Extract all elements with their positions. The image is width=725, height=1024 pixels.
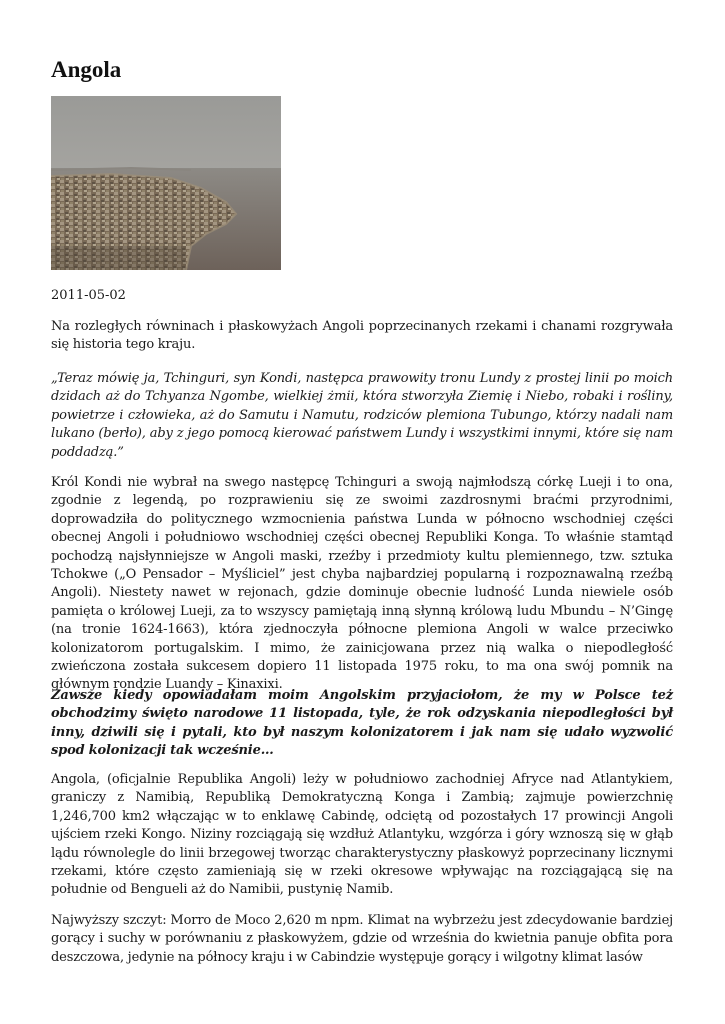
article-photo <box>51 96 281 270</box>
paragraph-geography: Angola, (oficjalnie Republika Angoli) leży w południowo zachodniej Afryce nad Atlantykiem, graniczy z Namibią, Republiką Demokratyczną Konga i Zambią; zajmuje powierzchnię 1,246,700 km2 włączając w to enklawę Cabindę, odciętą od pozostałych 17 prowincji Angoli ujściem rzeki Kongo. Niziny rozciągają się wzdłuż Atlantyku, wzgórza i góry wznoszą się w głąb lądu równolegle do linii brzegowej tworząc charakterystyczny płaskowyż poprzecinany licznymi rzekami, które często zamieniają się w rzeki okresowe wpływając na rozciągającą się na południe od Bengueli aż do Namibii, pustynię Namib. <box>51 772 673 898</box>
paragraph-intro: Na rozległych równinach i płaskowyżach Angoli poprzecinanych rzekami i chanami rozgrywała się historia tego kraju. <box>51 319 673 353</box>
paragraph-history: Król Kondi nie wybrał na swego następcę Tchinguri a swoją najmłodszą córkę Lueji i to ona, zgodnie z legendą, po rozprawieniu się ze swoimi zazdrosnymi braćmi przyrodnimi, doprowadziła do politycznego wzmocnienia państwa Lunda w północno wschodniej części obecnej Angoli i południowo wschodniej części obecnej Republiki Konga. To właśnie stamtąd pochodzą najsłynniejsze w Angoli maski, rzeźby i przedmioty kultu plemiennego, tzw. sztuka Tchokwe („O Pensador – Myśliciel” jest chyba najbardziej popularną i rozpoznawalną rzeźbą Angoli). Niestety nawet w rejonach, gdzie dominuje obecnie ludność Lunda niewiele osób pamięta o królowej Lueji, za to wszyscy pamiętają inną słynną królową ludu Mbundu – N’Gingę (na tronie 1624-1663), która zjednoczyła północne plemiona Angoli w walce przeciwko kolonizatorom portugalskim. I mimo, że zainicjowana przez nią walka o niepodległość zwieńczona została sukcesem dopiero 11 listopada 1975 roku, to ma ona swój pomnik na głównym rondzie Luandy – Kinaxixi. <box>51 475 673 693</box>
quote-tchinguri: „Teraz mówię ja, Tchinguri, syn Kondi, następca prawowity tronu Lundy z prostej linii po moich dzidach aż do Tchyanza Ngombe, wielkiej żmii, która stworzyła Ziemię i Niebo, robaki i rośliny, powietrze i człowieka, aż do Samutu i Namutu, rodziców plemiona Tubungo, którzy nadali nam lukano (berło), aby z jego pomocą kierować państwem Lundy i wszystkimi innymi, które się nam poddadzą.” <box>51 371 673 460</box>
article-title: Angola <box>51 57 122 82</box>
publish-date: 2011-05-02 <box>51 288 126 303</box>
paragraph-independence: Zawsze kiedy opowiadałam moim Angolskim przyjaciołom, że my w Polsce też obchodzimy święto narodowe 11 listopada, tyle, że rok odzyskania niepodległości był inny, dziwili się i pytali, kto był naszym kolonizatorem i jak nam się udało wyzwolić spod kolonizacji tak wcześnie… <box>51 688 673 759</box>
paragraph-climate: Najwyższy szczyt: Morro de Moco 2,620 m npm. Klimat na wybrzeżu jest zdecydowanie bardziej gorący i suchy w porównaniu z płaskowyżem, gdzie od września do kwietnia panuje obfita pora deszczowa, jedynie na północy kraju i w Cabindzie występuje gorący i wilgotny klimat lasów <box>51 913 673 965</box>
